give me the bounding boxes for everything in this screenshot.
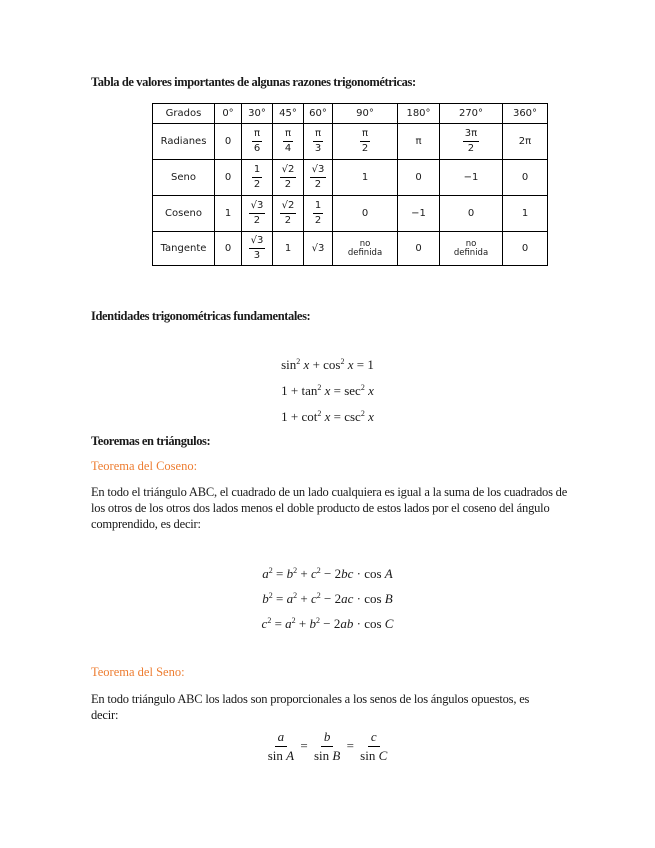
fraction-denominator: 2 — [284, 179, 292, 190]
table-cell — [215, 160, 242, 196]
table-cell — [333, 232, 398, 266]
table-value: 1 — [521, 208, 529, 219]
row-label: Seno — [153, 160, 215, 196]
undefined-line-1: no — [359, 238, 371, 249]
table-cell — [333, 124, 398, 160]
fraction-numerator: π — [283, 129, 293, 142]
fraction-denominator: 2 — [361, 143, 369, 154]
table-cell — [273, 124, 304, 160]
fraction-numerator: √2 — [280, 201, 297, 214]
fraction — [313, 201, 323, 226]
sine-theorem-text: En todo triángulo ABC los lados son proporcionales a los senos de los ángulos opuestos, es decir: — [91, 692, 530, 722]
fraction — [310, 165, 327, 190]
degree-header: 0° — [215, 104, 242, 124]
fraction — [313, 129, 323, 154]
undefined-line-2: definida — [347, 247, 383, 258]
cosine-law-b: $b^2 = a^2 + c^2 - 2ac \cdot \cos B$ — [262, 591, 393, 606]
degree-header: 180° — [398, 104, 440, 124]
fraction — [283, 129, 293, 154]
fraction-numerator: π — [313, 129, 323, 142]
table-cell — [440, 124, 503, 160]
table-cell — [242, 124, 273, 160]
table-value: −1 — [411, 208, 426, 219]
fraction-numerator: √3 — [249, 236, 266, 249]
table-value: 0 — [521, 172, 529, 183]
table-value: 0 — [415, 243, 422, 254]
fraction — [280, 201, 297, 226]
table-cell — [503, 160, 548, 196]
degree-header: 90° — [333, 104, 398, 124]
sine-law: $\frac{a}{\text{sin A}}$ = $\frac{b}{\text{sin B}}$ = $\frac{c}{\text{sin C}}$ — [267, 729, 388, 764]
fraction-denominator: 3 — [253, 250, 261, 261]
degree-header: 360° — [503, 104, 548, 124]
table-cell — [398, 196, 440, 232]
fraction-denominator: 2 — [284, 215, 292, 226]
fraction-denominator: 2 — [467, 143, 475, 154]
table-cell — [242, 196, 273, 232]
undefined-value — [440, 240, 502, 258]
undefined-line-2: definida — [453, 247, 489, 258]
table-cell — [333, 196, 398, 232]
trig-values-table — [152, 103, 548, 266]
table-cell — [273, 196, 304, 232]
fraction-numerator: 1 — [313, 201, 323, 214]
cosine-law-c: $c^2 = a^2 + b^2 - 2ab \cdot \cos C$ — [261, 616, 394, 631]
table-cell — [304, 232, 333, 266]
fraction-numerator: 3π — [463, 129, 479, 142]
undefined-line-1: no — [465, 238, 477, 249]
fraction-denominator: 2 — [253, 179, 261, 190]
fraction-denominator: 3 — [314, 143, 322, 154]
fraction-numerator: √3 — [310, 165, 327, 178]
row-label: Radianes — [153, 124, 215, 160]
header-label: Grados — [153, 104, 215, 124]
fraction-numerator: √2 — [280, 165, 297, 178]
table-cell — [440, 160, 503, 196]
table-cell — [440, 232, 503, 266]
table-cell — [440, 196, 503, 232]
table-title: Tabla de valores importantes de algunas razones trigonométricas: — [91, 75, 416, 89]
table-cell — [273, 232, 304, 266]
degree-header: 60° — [304, 104, 333, 124]
table-cell — [304, 160, 333, 196]
row-label: Tangente — [153, 232, 215, 266]
table-row — [153, 196, 548, 232]
fraction — [280, 165, 297, 190]
fraction-numerator: π — [252, 129, 262, 142]
table-cell — [503, 196, 548, 232]
table-cell — [304, 196, 333, 232]
table-value: 0 — [361, 208, 369, 219]
table-value: π — [415, 136, 422, 147]
fraction — [252, 129, 262, 154]
degree-header: 270° — [440, 104, 503, 124]
table-value: 1 — [284, 243, 292, 254]
degree-header: 30° — [242, 104, 273, 124]
table-row — [153, 232, 548, 266]
table-cell — [215, 232, 242, 266]
table-row — [153, 124, 548, 160]
table-cell — [398, 160, 440, 196]
fraction — [249, 236, 266, 261]
cosine-theorem-text: En todo el triángulo ABC, el cuadrado de un lado cualquiera es igual a la suma de los cuadrados de los otros de los otros dos lados menos el doble producto de estos lados por el coseno del ángulo comprendido, es decir: — [91, 485, 568, 531]
table-cell — [503, 232, 548, 266]
table-value: 1 — [224, 208, 232, 219]
undefined-value — [333, 240, 397, 258]
table-cell — [304, 124, 333, 160]
table-cell — [503, 124, 548, 160]
fraction-denominator: 2 — [253, 215, 261, 226]
table-value: 0 — [467, 208, 475, 219]
table-cell — [215, 196, 242, 232]
fraction-numerator: 1 — [252, 165, 262, 178]
table-cell — [333, 160, 398, 196]
table-value: √3 — [311, 243, 325, 254]
identity-tangent: $1 + \tan^2 x = \sec^2 x$ — [281, 383, 374, 398]
table-row — [153, 160, 548, 196]
table-value: −1 — [463, 172, 479, 183]
table-cell — [242, 232, 273, 266]
table-cell — [242, 160, 273, 196]
identity-pythagorean: $\sin^2 x + \cos^2 x = 1$ — [281, 357, 374, 372]
table-value: 0 — [521, 243, 529, 254]
table-cell — [398, 124, 440, 160]
identity-cotangent: $1 + \cot^2 x = \csc^2 x$ — [281, 409, 374, 424]
fraction-numerator: π — [360, 129, 370, 142]
table-cell — [215, 124, 242, 160]
table-value: 0 — [415, 172, 422, 183]
cosine-theorem-title: Teorema del Coseno: — [91, 459, 198, 473]
fraction-denominator: 2 — [314, 215, 322, 226]
table-value: 0 — [224, 243, 232, 254]
table-header-row — [153, 104, 548, 124]
fraction — [360, 129, 370, 154]
table-value: 0 — [224, 172, 232, 183]
identities-title: Identidades trigonométricas fundamentales: — [91, 309, 311, 323]
table-value: 1 — [361, 172, 369, 183]
cosine-law-a: $a^2 = b^2 + c^2 - 2bc \cdot \cos A$ — [262, 566, 393, 581]
fraction — [252, 165, 262, 190]
fraction-denominator: 4 — [284, 143, 292, 154]
fraction — [463, 129, 479, 154]
sine-theorem-title: Teorema del Seno: — [91, 665, 185, 679]
table-value: 2π — [518, 136, 532, 147]
row-label: Coseno — [153, 196, 215, 232]
table-cell — [398, 232, 440, 266]
fraction-denominator: 6 — [253, 143, 261, 154]
table-value: 0 — [224, 136, 232, 147]
table-cell — [273, 160, 304, 196]
fraction-denominator: 2 — [314, 179, 322, 190]
degree-header: 45° — [273, 104, 304, 124]
fraction-numerator: √3 — [249, 201, 266, 214]
fraction — [249, 201, 266, 226]
theorems-title: Teoremas en triángulos: — [91, 434, 211, 448]
